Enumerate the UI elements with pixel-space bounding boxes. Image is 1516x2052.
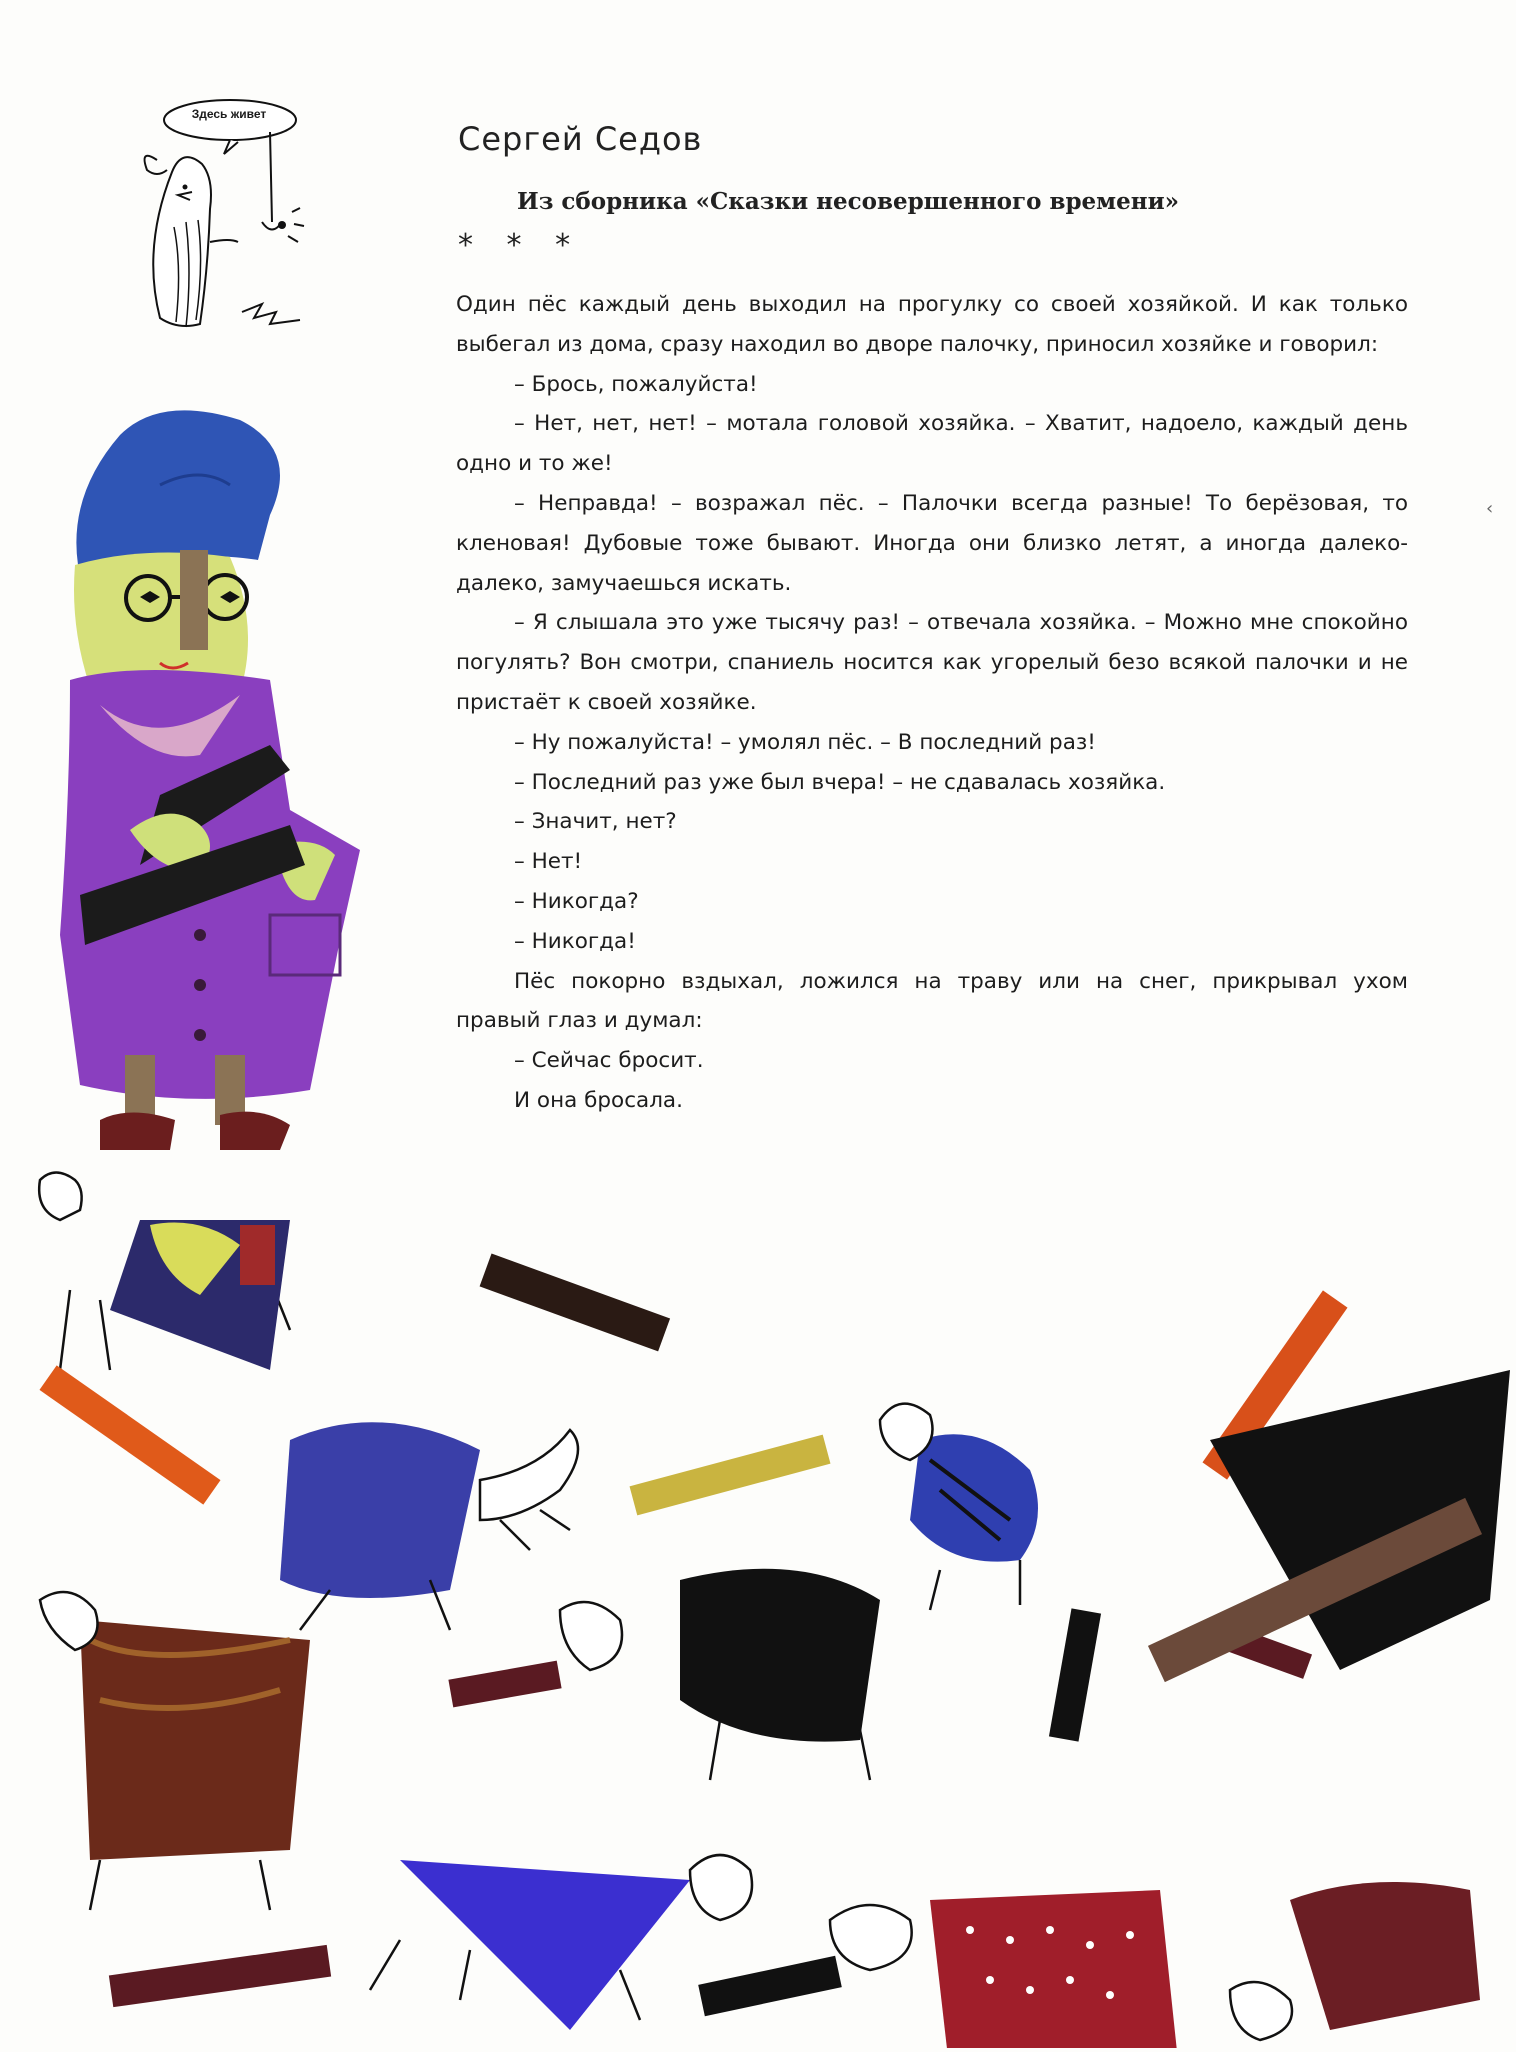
logo-doodle bbox=[112, 92, 327, 357]
story-paragraph: Один пёс каждый день выходил на прогулку со своей хозяйкой. И как только выбегал из дома, сразу находил во дворе палочку, приносил хозяйке и говорил: bbox=[456, 292, 1408, 357]
grandma-illustration bbox=[40, 375, 400, 1155]
story-paragraph: – Значит, нет? bbox=[514, 809, 677, 835]
story-paragraph: – Неправда! – возражал пёс. – Палочки всегда разные! То берёзовая, то кленовая! Дубовые тоже бывают. Иногда они близко летят, а иногда далеко-далеко, замучаешься искать. bbox=[456, 490, 1408, 596]
story-text bbox=[456, 285, 1408, 1121]
bird-lamp-icon bbox=[112, 92, 327, 357]
story-paragraph: – Нет, нет, нет! – мотала головой хозяйка. – Хватит, надоело, каждый день одно и то же! bbox=[456, 411, 1408, 477]
story-paragraph: – Сейчас бросит. bbox=[514, 1048, 704, 1074]
story-paragraph: – Нет! bbox=[514, 849, 583, 875]
dogs-illustration bbox=[0, 1140, 1516, 2048]
story-paragraph: И она бросала. bbox=[514, 1087, 683, 1113]
story-paragraph: – Никогда! bbox=[514, 928, 636, 954]
story-paragraph: Пёс покорно вздыхал, ложился на траву или на снег, прикрывал ухом правый глаз и думал: bbox=[456, 968, 1408, 1034]
story-paragraph: – Я слышала это уже тысячу раз! – отвечала хозяйка. – Можно мне спокойно погулять? Вон смотри, спаниель носится как угорелый безо всякой палочки и не пристаёт к своей хозяйке. bbox=[456, 610, 1408, 715]
dogs-sticks-collage bbox=[0, 1140, 1516, 2048]
section-separator: * * * bbox=[458, 228, 583, 263]
page-edge-mark: ‹ bbox=[1486, 498, 1494, 519]
story-paragraph: – Брось, пожалуйста! bbox=[514, 371, 758, 397]
story-paragraph: – Последний раз уже был вчера! – не сдавалась хозяйка. bbox=[514, 769, 1166, 795]
grandma-collage-icon bbox=[40, 375, 400, 1155]
logo-bubble-text: Здесь живет bbox=[191, 107, 267, 121]
author-name: Сергей Седов bbox=[458, 120, 703, 158]
collection-title: Из сборника «Сказки несовершенного времени» bbox=[517, 188, 1180, 215]
story-paragraph: – Никогда? bbox=[514, 888, 639, 914]
story-paragraph: – Ну пожалуйста! – умолял пёс. – В последний раз! bbox=[514, 729, 1096, 755]
